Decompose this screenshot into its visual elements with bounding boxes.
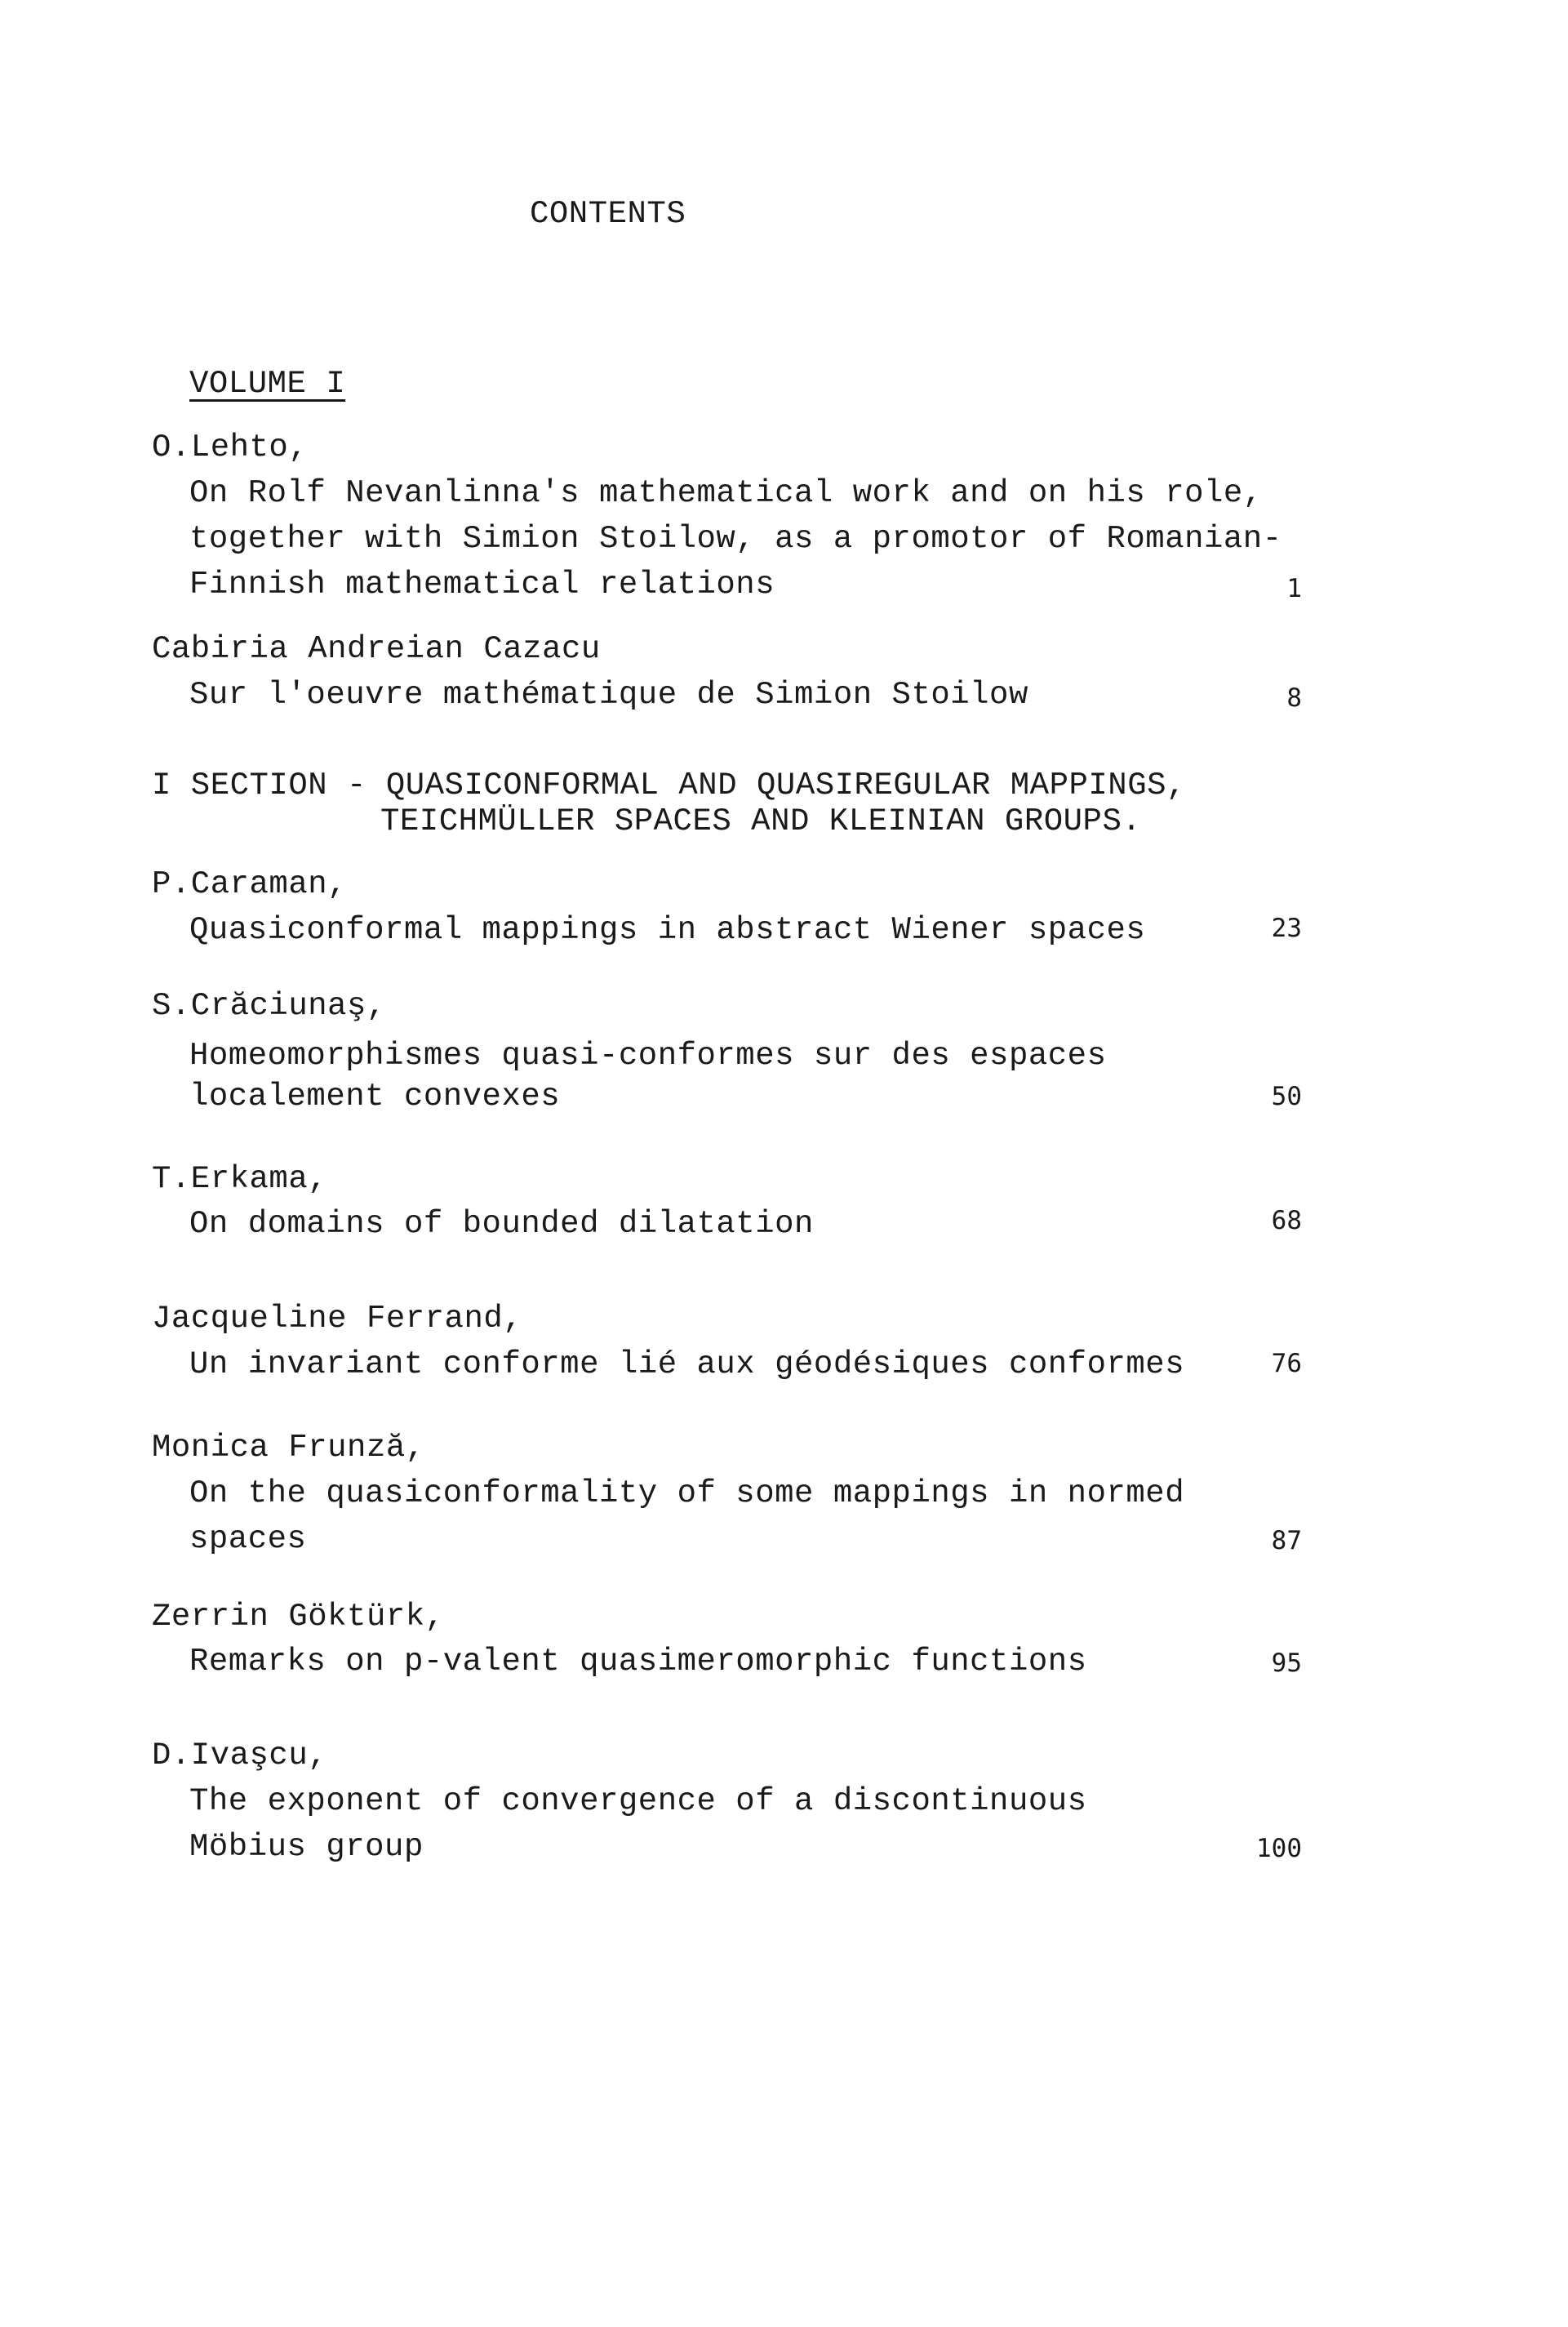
page-title: CONTENTS xyxy=(530,196,686,232)
entry-title-line: Homeomorphismes quasi-conformes sur des espaces xyxy=(189,1038,1107,1074)
entry-author: S.Crăciunaş, xyxy=(152,988,386,1024)
volume-label: VOLUME I xyxy=(189,366,346,402)
entry-author: O.Lehto, xyxy=(152,429,309,465)
entry-author: Cabiria Andreian Cazacu xyxy=(152,631,601,667)
entry-page-number: 76 xyxy=(1271,1349,1302,1378)
entry-title-line: together with Simion Stoilow, as a promotor of Romanian- xyxy=(189,521,1282,557)
entry-author: P.Caraman, xyxy=(152,866,348,902)
section-heading-line: I SECTION - QUASICONFORMAL AND QUASIREGULAR MAPPINGS, xyxy=(152,768,1186,803)
entry-title-line: Sur l'oeuvre mathématique de Simion Stoilow xyxy=(189,677,1028,713)
entry-page-number: 1 xyxy=(1286,574,1302,603)
entry-page-number: 23 xyxy=(1271,914,1302,943)
entry-title-line: On Rolf Nevanlinna's mathematical work and on his role, xyxy=(189,475,1263,511)
entry-title-line: Un invariant conforme lié aux géodésiques conformes xyxy=(189,1346,1185,1382)
entry-title-line: localement convexes xyxy=(189,1079,561,1115)
entry-page-number: 68 xyxy=(1271,1206,1302,1235)
entry-page-number: 100 xyxy=(1256,1834,1302,1863)
entry-author: Zerrin Göktürk, xyxy=(152,1599,445,1635)
entry-author: Jacqueline Ferrand, xyxy=(152,1301,523,1337)
entry-page-number: 87 xyxy=(1271,1526,1302,1555)
entry-author: D.Ivaşcu, xyxy=(152,1737,328,1773)
entry-title-line: spaces xyxy=(189,1521,307,1557)
entry-author: T.Erkama, xyxy=(152,1161,328,1197)
entry-author: Monica Frunză, xyxy=(152,1430,425,1466)
entry-title-line: Möbius group xyxy=(189,1829,424,1865)
entry-title-line: Finnish mathematical relations xyxy=(189,567,775,603)
entry-title-line: Remarks on p-valent quasimeromorphic functions xyxy=(189,1644,1087,1680)
entry-title-line: On domains of bounded dilatation xyxy=(189,1206,814,1242)
entry-title-line: Quasiconformal mappings in abstract Wiener spaces xyxy=(189,912,1146,948)
entry-title-line: The exponent of convergence of a discontinuous xyxy=(189,1783,1087,1819)
entry-title-line: On the quasiconformality of some mappings in normed xyxy=(189,1475,1185,1511)
entry-page-number: 8 xyxy=(1286,683,1302,713)
section-heading-line: TEICHMÜLLER SPACES AND KLEINIAN GROUPS. xyxy=(380,803,1142,839)
entry-page-number: 95 xyxy=(1271,1648,1302,1678)
entry-page-number: 50 xyxy=(1271,1082,1302,1111)
